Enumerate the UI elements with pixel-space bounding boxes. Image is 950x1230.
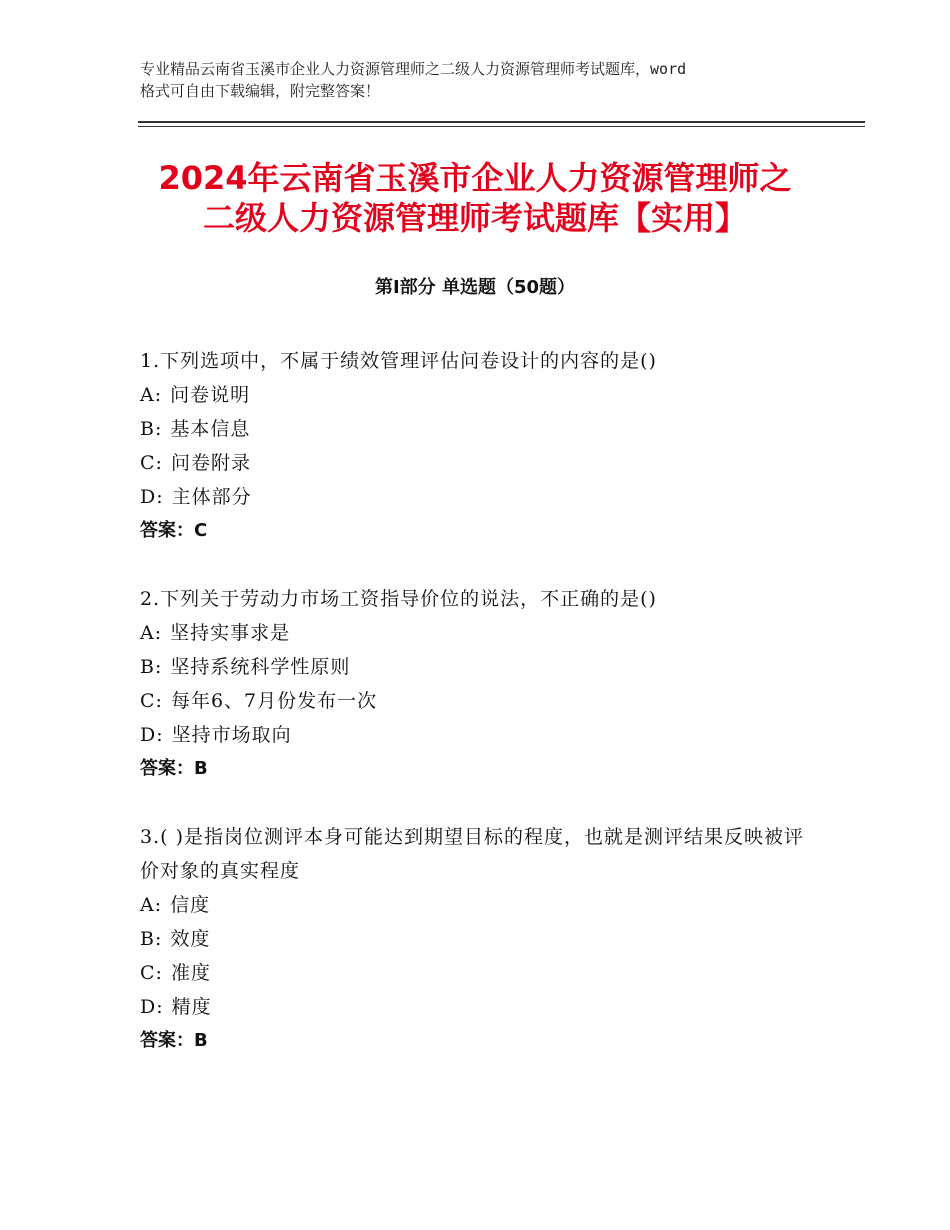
option-text: 准度	[170, 962, 211, 984]
option-text: 信度	[170, 894, 211, 916]
question-list	[140, 344, 820, 1092]
option-text: 问卷说明	[170, 384, 251, 406]
option-key: A:	[140, 384, 163, 406]
header-divider	[138, 121, 865, 127]
question-option-a	[140, 378, 820, 412]
question-3	[140, 820, 820, 1058]
question-option-d	[140, 990, 820, 1024]
question-option-c	[140, 956, 820, 990]
header-note	[140, 58, 830, 102]
option-text: 主体部分	[171, 486, 252, 508]
section-title: 第Ⅰ部分 单选题（50题）	[374, 277, 575, 298]
option-text: 坚持市场取向	[171, 724, 292, 746]
question-2	[140, 582, 820, 786]
option-text: 效度	[170, 928, 211, 950]
document-title	[100, 158, 850, 238]
question-option-b	[140, 650, 820, 684]
document-title-line-1: 2024年云南省玉溪市企业人力资源管理师之	[158, 159, 792, 197]
option-text: 坚持系统科学性原则	[170, 656, 351, 678]
option-key: D:	[140, 996, 164, 1018]
question-stem: 2.下列关于劳动力市场工资指导价位的说法，不正确的是()	[140, 588, 657, 610]
document-title-line-2: 二级人力资源管理师考试题库【实用】	[202, 199, 747, 237]
option-text: 问卷附录	[170, 452, 251, 474]
question-stem: 1.下列选项中，不属于绩效管理评估问卷设计的内容的是()	[140, 350, 657, 372]
option-key: C:	[140, 452, 163, 474]
question-answer: 答案：B	[140, 758, 208, 779]
question-answer: 答案：C	[140, 520, 208, 541]
option-text: 每年6、7月份发布一次	[170, 690, 378, 712]
question-option-c	[140, 446, 820, 480]
option-key: D:	[140, 486, 164, 508]
question-answer: 答案：B	[140, 1030, 208, 1051]
option-key: D:	[140, 724, 164, 746]
question-stem: 3.( )是指岗位测评本身可能达到期望目标的程度，也就是测评结果反映被评价对象的真实程度	[140, 826, 804, 882]
option-key: A:	[140, 622, 163, 644]
header-note-line-2: 格式可自由下载编辑，附完整答案！	[140, 82, 381, 100]
option-key: A:	[140, 894, 163, 916]
question-option-b	[140, 922, 820, 956]
option-key: B:	[140, 418, 163, 440]
question-option-b	[140, 412, 820, 446]
option-key: B:	[140, 928, 163, 950]
question-option-a	[140, 888, 820, 922]
option-text: 精度	[171, 996, 212, 1018]
question-option-c	[140, 684, 820, 718]
option-text: 基本信息	[170, 418, 251, 440]
question-1	[140, 344, 820, 548]
question-option-d	[140, 480, 820, 514]
question-option-d	[140, 718, 820, 752]
option-key: B:	[140, 656, 163, 678]
option-key: C:	[140, 962, 163, 984]
header-note-line-1: 专业精品云南省玉溪市企业人力资源管理师之二级人力资源管理师考试题库，word	[140, 60, 687, 78]
option-key: C:	[140, 690, 163, 712]
option-text: 坚持实事求是	[170, 622, 291, 644]
question-option-a	[140, 616, 820, 650]
